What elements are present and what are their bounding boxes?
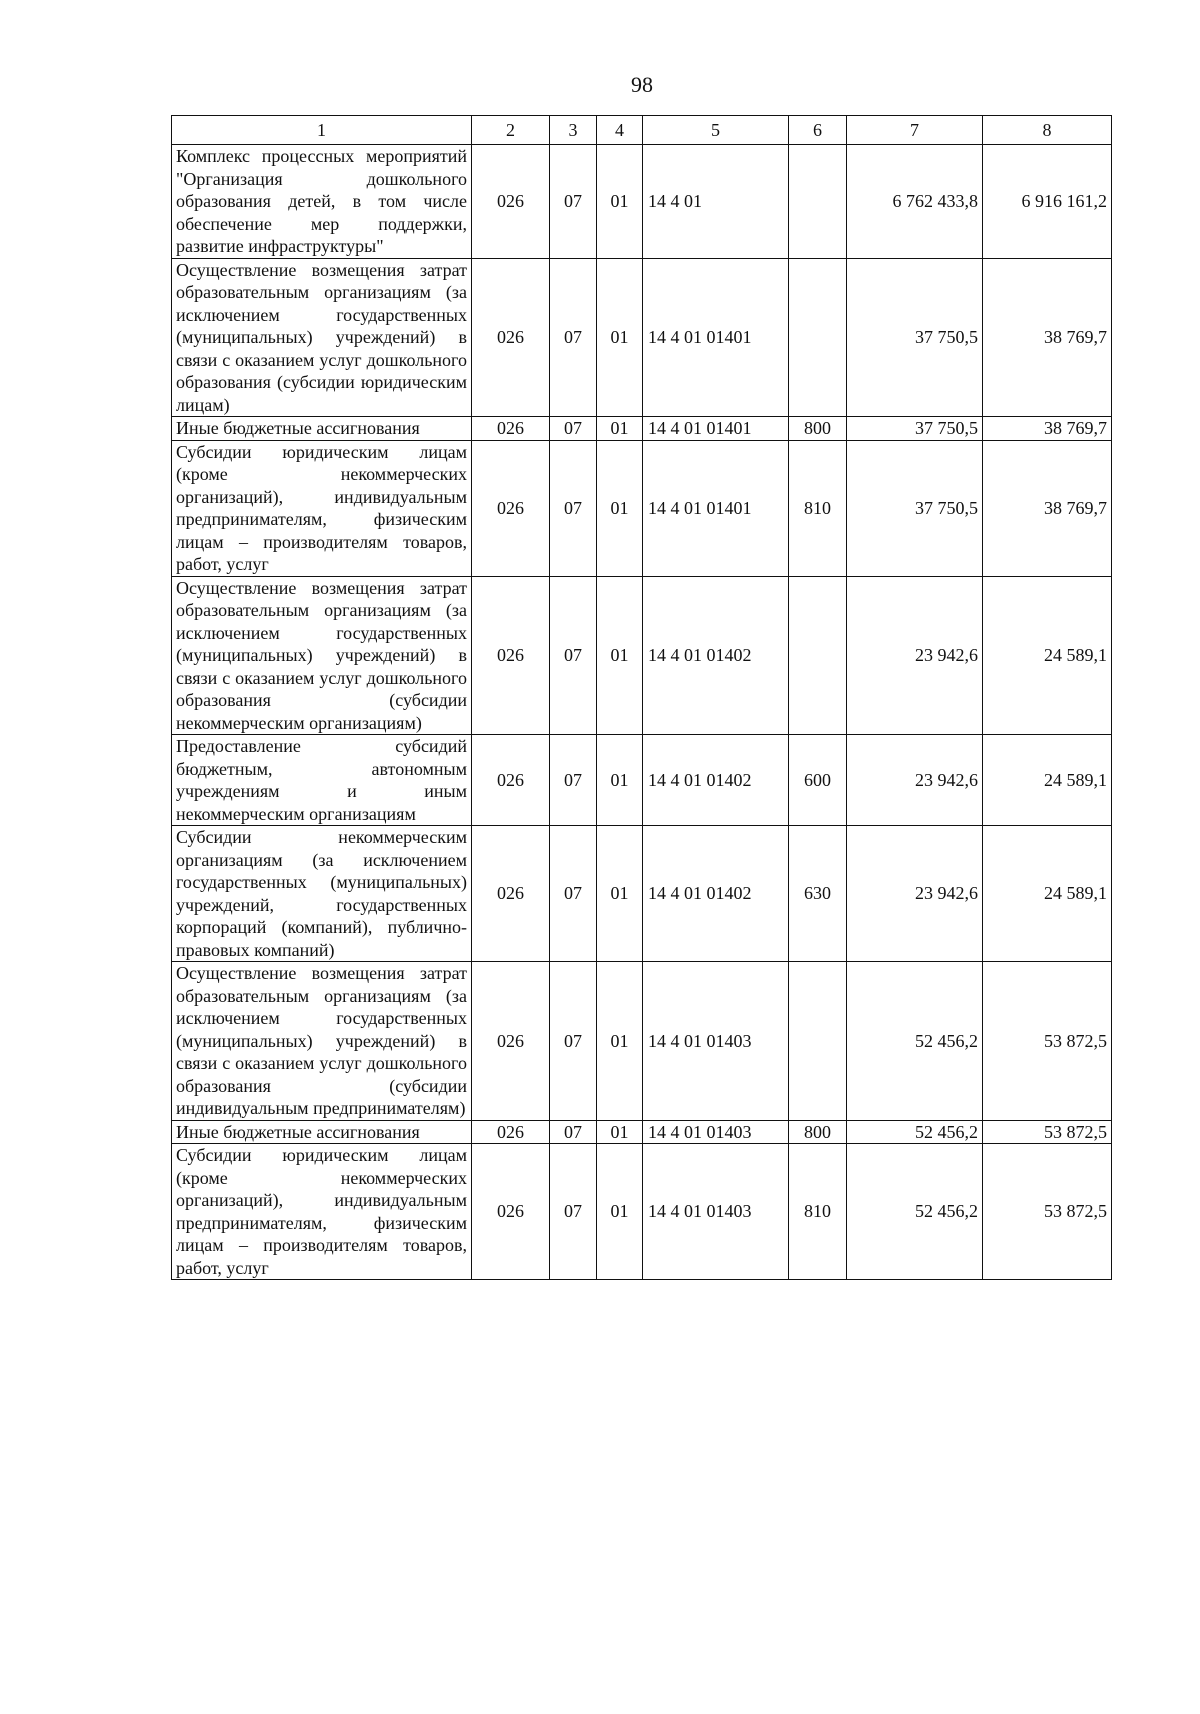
cell-amount-year2: 38 769,7 — [983, 258, 1112, 417]
column-header: 1 — [172, 116, 472, 145]
cell-ministry-code: 026 — [472, 826, 550, 962]
cell-target-article: 14 4 01 01402 — [643, 826, 789, 962]
cell-amount-year1: 37 750,5 — [847, 417, 983, 441]
cell-subsection: 01 — [597, 735, 643, 826]
table-row — [172, 962, 1112, 1121]
cell-target-article: 14 4 01 01403 — [643, 1144, 789, 1280]
cell-section: 07 — [550, 735, 597, 826]
cell-ministry-code: 026 — [472, 145, 550, 259]
cell-amount-year2: 53 872,5 — [983, 1120, 1112, 1144]
cell-amount-year1: 52 456,2 — [847, 1120, 983, 1144]
cell-section: 07 — [550, 576, 597, 735]
cell-description: Комплекс процессных мероприятий "Организация дошкольного образования детей, в том числе обеспечение мер поддержки, развитие инфраструктуры" — [172, 145, 472, 259]
cell-subsection: 01 — [597, 258, 643, 417]
cell-description: Субсидии юридическим лицам (кроме некоммерческих организаций), индивидуальным предпринимателям, физическим лицам – производителям товаров, работ, услуг — [172, 440, 472, 576]
cell-amount-year2: 38 769,7 — [983, 440, 1112, 576]
cell-amount-year1: 6 762 433,8 — [847, 145, 983, 259]
table-row — [172, 826, 1112, 962]
cell-expense-type — [789, 145, 847, 259]
cell-description: Осуществление возмещения затрат образовательным организациям (за исключением государственных (муниципальных) учреждений) в связи с оказанием услуг дошкольного образования (субсидии некоммерческим организациям) — [172, 576, 472, 735]
cell-description: Осуществление возмещения затрат образовательным организациям (за исключением государственных (муниципальных) учреждений) в связи с оказанием услуг дошкольного образования (субсидии индивидуальным предпринимателям) — [172, 962, 472, 1121]
cell-target-article: 14 4 01 01403 — [643, 962, 789, 1121]
cell-target-article: 14 4 01 01403 — [643, 1120, 789, 1144]
cell-subsection: 01 — [597, 417, 643, 441]
cell-description: Иные бюджетные ассигнования — [172, 1120, 472, 1144]
table-row — [172, 735, 1112, 826]
cell-description: Субсидии некоммерческим организациям (за исключением государственных (муниципальных) учреждений, государственных корпораций (компаний), публично-правовых компаний) — [172, 826, 472, 962]
table-row — [172, 417, 1112, 441]
cell-amount-year2: 6 916 161,2 — [983, 145, 1112, 259]
cell-expense-type: 810 — [789, 1144, 847, 1280]
cell-amount-year1: 37 750,5 — [847, 440, 983, 576]
cell-subsection: 01 — [597, 826, 643, 962]
column-header: 4 — [597, 116, 643, 145]
cell-ministry-code: 026 — [472, 576, 550, 735]
cell-expense-type — [789, 962, 847, 1121]
cell-amount-year1: 37 750,5 — [847, 258, 983, 417]
column-header: 7 — [847, 116, 983, 145]
cell-section: 07 — [550, 962, 597, 1121]
cell-amount-year2: 24 589,1 — [983, 576, 1112, 735]
cell-subsection: 01 — [597, 962, 643, 1121]
cell-expense-type: 600 — [789, 735, 847, 826]
cell-amount-year1: 52 456,2 — [847, 1144, 983, 1280]
table-header-row — [172, 116, 1112, 145]
column-header: 3 — [550, 116, 597, 145]
page-number: 98 — [631, 72, 653, 97]
cell-amount-year2: 53 872,5 — [983, 1144, 1112, 1280]
budget-table — [171, 115, 1112, 1280]
cell-subsection: 01 — [597, 440, 643, 576]
cell-section: 07 — [550, 258, 597, 417]
cell-section: 07 — [550, 826, 597, 962]
cell-description: Иные бюджетные ассигнования — [172, 417, 472, 441]
table-row — [172, 576, 1112, 735]
cell-target-article: 14 4 01 01401 — [643, 417, 789, 441]
cell-description: Предоставление субсидий бюджетным, автономным учреждениям и иным некоммерческим организациям — [172, 735, 472, 826]
cell-target-article: 14 4 01 01401 — [643, 258, 789, 417]
cell-amount-year2: 53 872,5 — [983, 962, 1112, 1121]
cell-ministry-code: 026 — [472, 440, 550, 576]
cell-amount-year2: 38 769,7 — [983, 417, 1112, 441]
cell-expense-type: 810 — [789, 440, 847, 576]
table-row — [172, 440, 1112, 576]
table-row — [172, 1120, 1112, 1144]
cell-subsection: 01 — [597, 1120, 643, 1144]
cell-ministry-code: 026 — [472, 962, 550, 1121]
cell-target-article: 14 4 01 01402 — [643, 735, 789, 826]
cell-amount-year1: 23 942,6 — [847, 826, 983, 962]
cell-expense-type: 800 — [789, 1120, 847, 1144]
cell-expense-type — [789, 258, 847, 417]
cell-ministry-code: 026 — [472, 417, 550, 441]
column-header: 6 — [789, 116, 847, 145]
table-row — [172, 145, 1112, 259]
cell-section: 07 — [550, 440, 597, 576]
cell-target-article: 14 4 01 01401 — [643, 440, 789, 576]
cell-amount-year2: 24 589,1 — [983, 826, 1112, 962]
cell-amount-year1: 23 942,6 — [847, 735, 983, 826]
cell-expense-type: 630 — [789, 826, 847, 962]
cell-ministry-code: 026 — [472, 1144, 550, 1280]
cell-description: Субсидии юридическим лицам (кроме некоммерческих организаций), индивидуальным предпринимателям, физическим лицам – производителям товаров, работ, услуг — [172, 1144, 472, 1280]
cell-ministry-code: 026 — [472, 1120, 550, 1144]
cell-amount-year1: 52 456,2 — [847, 962, 983, 1121]
column-header: 5 — [643, 116, 789, 145]
cell-amount-year1: 23 942,6 — [847, 576, 983, 735]
cell-target-article: 14 4 01 01402 — [643, 576, 789, 735]
cell-section: 07 — [550, 1144, 597, 1280]
column-header: 8 — [983, 116, 1112, 145]
cell-ministry-code: 026 — [472, 735, 550, 826]
cell-target-article: 14 4 01 — [643, 145, 789, 259]
cell-expense-type: 800 — [789, 417, 847, 441]
cell-ministry-code: 026 — [472, 258, 550, 417]
cell-expense-type — [789, 576, 847, 735]
cell-section: 07 — [550, 1120, 597, 1144]
table-row — [172, 1144, 1112, 1280]
cell-subsection: 01 — [597, 145, 643, 259]
table-row — [172, 258, 1112, 417]
cell-subsection: 01 — [597, 1144, 643, 1280]
column-header: 2 — [472, 116, 550, 145]
cell-section: 07 — [550, 145, 597, 259]
cell-description: Осуществление возмещения затрат образовательным организациям (за исключением государственных (муниципальных) учреждений) в связи с оказанием услуг дошкольного образования (субсидии юридическим лицам) — [172, 258, 472, 417]
cell-subsection: 01 — [597, 576, 643, 735]
cell-amount-year2: 24 589,1 — [983, 735, 1112, 826]
cell-section: 07 — [550, 417, 597, 441]
